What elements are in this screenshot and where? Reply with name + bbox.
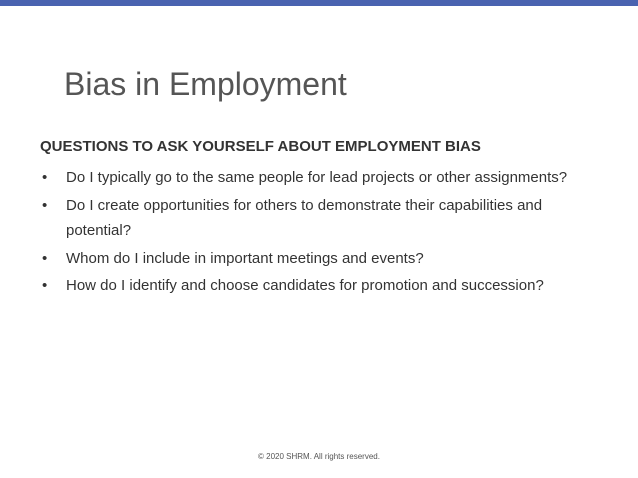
top-accent-bar [0,0,638,6]
slide-title: Bias in Employment [64,66,347,102]
list-item-text: Whom do I include in important meetings and events? [66,249,424,267]
bullet-icon: • [42,277,48,294]
list-item-text: Do I typically go to the same people for lead projects or other assignments? [66,169,568,186]
list-item [40,193,600,244]
list-item-text: How do I identify and choose candidates for promotion and succession? [66,277,544,294]
copyright-footer: © 2020 SHRM. All rights reserved. [258,452,380,461]
section-subheading: QUESTIONS TO ASK YOURSELF ABOUT EMPLOYMENT BIAS [40,138,481,155]
question-list [40,165,600,301]
list-item [40,273,600,299]
list-item [40,165,600,191]
bullet-icon: • [42,249,48,267]
bullet-icon: • [42,196,48,214]
list-item-text: Do I create opportunities for others to demonstrate their capabilities and potential? [66,196,543,239]
list-item [40,246,600,272]
bullet-icon: • [42,169,48,186]
